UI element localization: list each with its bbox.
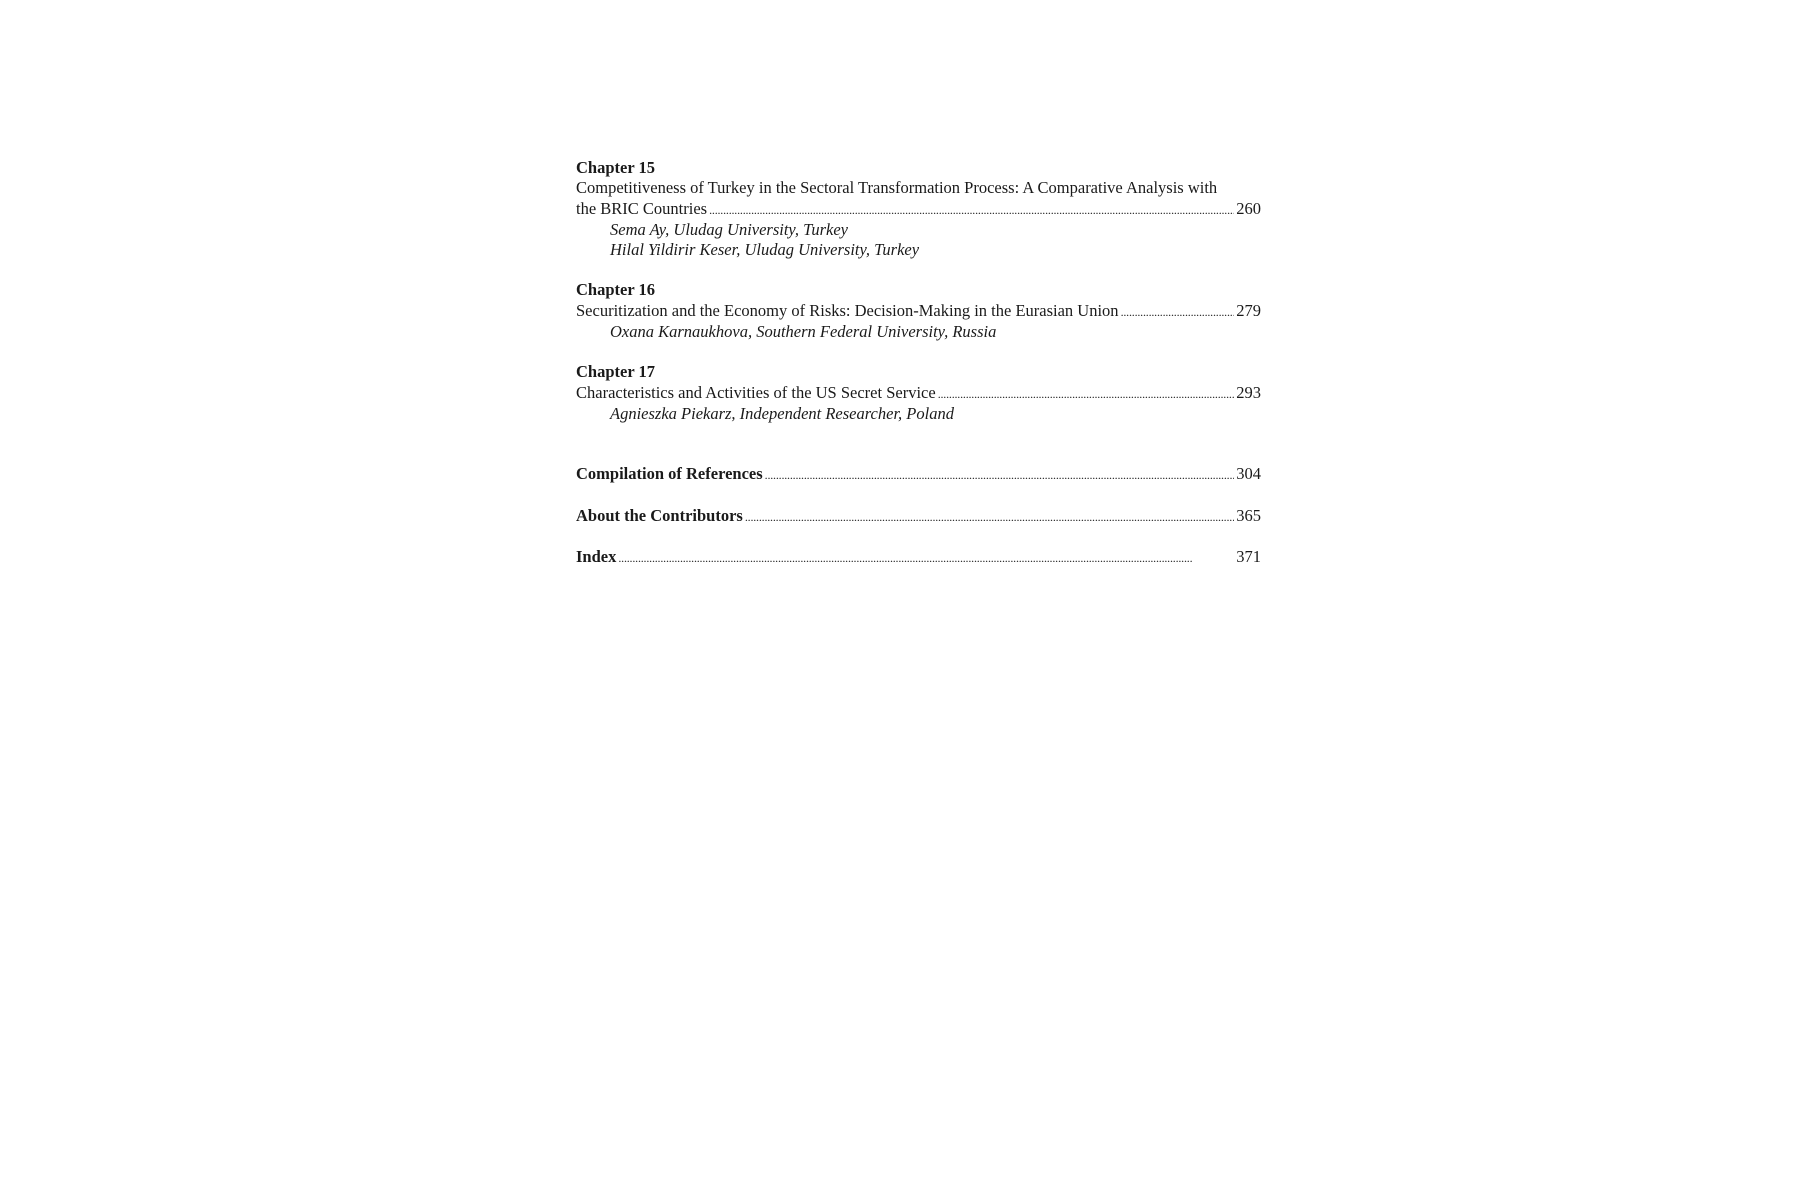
leader-dots — [709, 200, 1234, 220]
toc-entry-index — [576, 547, 1261, 568]
back-matter — [576, 464, 1261, 568]
page-number: 304 — [1236, 464, 1261, 484]
leader-dots — [765, 465, 1235, 485]
table-of-contents — [576, 158, 1261, 588]
author-affiliation: Oxana Karnaukhova, Southern Federal University, Russia — [610, 322, 997, 342]
author-affiliation: Agnieszka Piekarz, Independent Researcher, Poland — [610, 403, 954, 423]
toc-entry-chapter-17 — [576, 362, 1261, 424]
entry-title: Index — [576, 546, 617, 566]
chapter-label: Chapter 15 — [576, 158, 655, 177]
page-number: 260 — [1236, 198, 1261, 218]
page-number: 279 — [1236, 300, 1261, 320]
toc-entry-contributors — [576, 506, 1261, 527]
leader-dots — [745, 507, 1234, 527]
author-affiliation: Hilal Yildirir Keser, Uludag University, Turkey — [610, 240, 920, 260]
entry-title: Compilation of References — [576, 464, 763, 484]
toc-entry-chapter-16 — [576, 280, 1261, 342]
chapter-title: Characteristics and Activities of the US Secret Service — [576, 382, 936, 402]
author-affiliation: Sema Ay, Uludag University, Turkey — [610, 219, 849, 239]
chapter-title: Securitization and the Economy of Risks: Decision-Making in the Eurasian Union — [576, 300, 1119, 320]
entry-title: About the Contributors — [576, 505, 743, 525]
chapter-label: Chapter 16 — [576, 280, 655, 300]
chapter-title-line — [576, 199, 1261, 220]
chapter-title-line — [576, 301, 1261, 322]
page-number: 365 — [1236, 505, 1261, 525]
chapter-title: the BRIC Countries — [576, 198, 708, 218]
toc-entry-references — [576, 464, 1261, 485]
chapter-label: Chapter 17 — [576, 362, 655, 382]
page-number: 293 — [1236, 382, 1261, 402]
chapter-title-line — [576, 383, 1261, 404]
chapter-title: Competitiveness of Turkey in the Sectoral Transformation Process: A Comparative Analysis with — [576, 178, 1218, 198]
leader-dots — [938, 384, 1235, 404]
page-number: 371 — [1236, 546, 1261, 566]
leader-dots — [618, 548, 1234, 568]
leader-dots — [1121, 302, 1235, 322]
toc-entry-chapter-15 — [576, 158, 1261, 260]
